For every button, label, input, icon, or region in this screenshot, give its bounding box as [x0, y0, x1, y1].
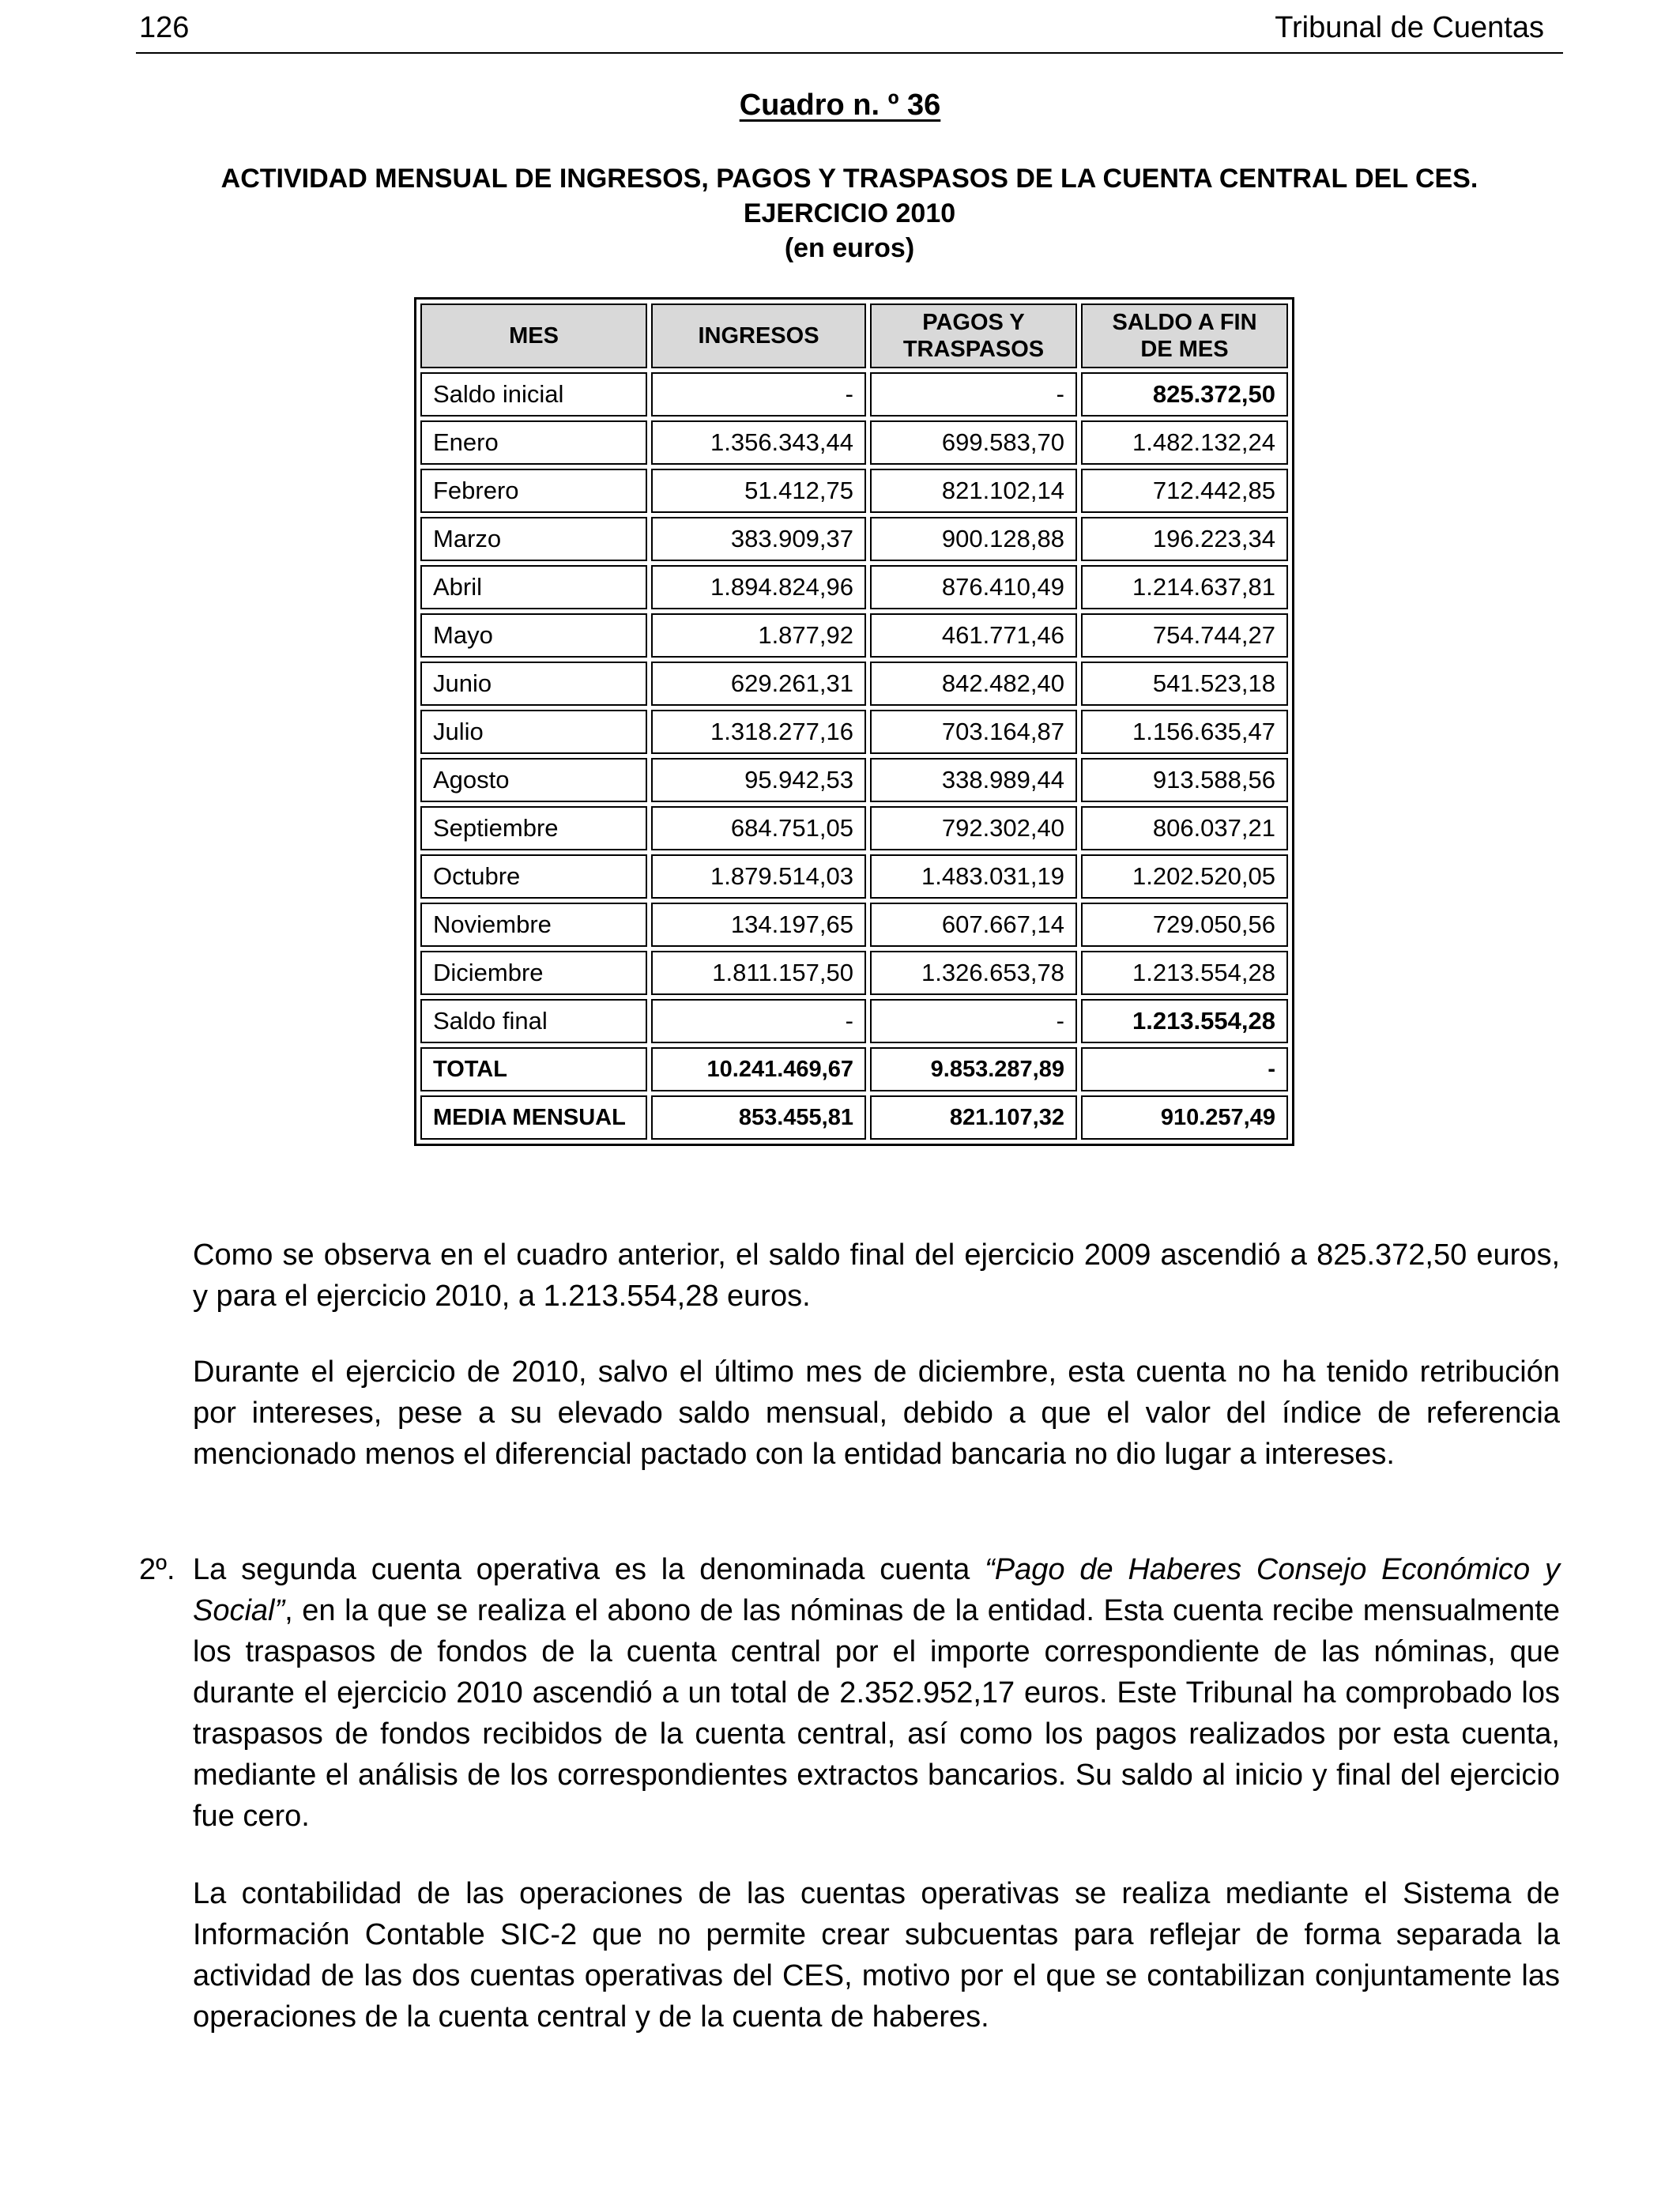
cell-mes: Mayo — [420, 613, 647, 658]
cell-ingresos: 10.241.469,67 — [651, 1047, 866, 1091]
account-name-italic: “Pago de Haberes Consejo Económico y Social” — [193, 1553, 1560, 1627]
cell-saldo: 196.223,34 — [1081, 517, 1288, 561]
cell-mes: Noviembre — [420, 903, 647, 947]
cell-ingresos: 383.909,37 — [651, 517, 866, 561]
cell-mes: Septiembre — [420, 806, 647, 850]
cell-mes: Abril — [420, 565, 647, 609]
list-marker: 2º. — [139, 1553, 175, 1586]
cell-mes: Octubre — [420, 854, 647, 899]
cell-mes: TOTAL — [420, 1047, 647, 1091]
table-heading-line-1: ACTIVIDAD MENSUAL DE INGRESOS, PAGOS Y TRASPASOS DE LA CUENTA CENTRAL DEL CES. — [220, 164, 1478, 194]
cell-pagos: 461.771,46 — [870, 613, 1077, 658]
cell-ingresos: 853.455,81 — [651, 1095, 866, 1140]
table-row — [420, 758, 1288, 802]
table-row — [420, 662, 1288, 706]
table-row — [420, 903, 1288, 947]
cell-pagos: 703.164,87 — [870, 710, 1077, 754]
cell-saldo: 1.156.635,47 — [1081, 710, 1288, 754]
cell-saldo: 1.213.554,28 — [1081, 999, 1288, 1043]
cell-saldo: 806.037,21 — [1081, 806, 1288, 850]
cell-mes: Julio — [420, 710, 647, 754]
paragraph-saldo-final: Como se observa en el cuadro anterior, el saldo final del ejercicio 2009 ascendió a 825.372,50 euros, y para el ejercicio 2010, a 1.213.554,28 euros. — [193, 1238, 1560, 1313]
table-row-media-mensual — [420, 1095, 1288, 1140]
cell-pagos: 792.302,40 — [870, 806, 1077, 850]
paragraph-text: , en la que se realiza el abono de las nóminas de la entidad. Esta cuenta recibe mensualmente los traspasos de fondos de la cuenta central por el importe correspondiente de las nóminas, que durante el ejercicio 2010 ascendió a un total de 2.352.952,17 euros. Este Tribunal ha comprobado los traspasos de fondos recibidos de la cuenta central, así como los pagos realizados por esta cuenta, mediante el análisis de los correspondientes extractos bancarios. Su saldo al inicio y final del ejercicio fue cero. — [193, 1594, 1560, 1833]
cell-mes: Marzo — [420, 517, 647, 561]
paragraph-cuenta-haberes — [193, 1549, 1560, 1837]
cell-ingresos: 134.197,65 — [651, 903, 866, 947]
cell-saldo: 910.257,49 — [1081, 1095, 1288, 1140]
cell-saldo: 1.482.132,24 — [1081, 420, 1288, 465]
cell-saldo: 1.202.520,05 — [1081, 854, 1288, 899]
table-heading-line-2: EJERCICIO 2010 — [743, 198, 956, 228]
cell-ingresos: - — [651, 372, 866, 417]
cell-mes: Saldo inicial — [420, 372, 647, 417]
cell-pagos: 1.483.031,19 — [870, 854, 1077, 899]
cell-pagos: 1.326.653,78 — [870, 951, 1077, 995]
cell-ingresos: - — [651, 999, 866, 1043]
cell-saldo: - — [1081, 1047, 1288, 1091]
table-row — [420, 710, 1288, 754]
cell-pagos: 9.853.287,89 — [870, 1047, 1077, 1091]
cell-mes: Agosto — [420, 758, 647, 802]
running-header-title: Tribunal de Cuentas — [1275, 11, 1544, 44]
table-heading — [0, 161, 1680, 266]
cell-pagos: 900.128,88 — [870, 517, 1077, 561]
page-number: 126 — [139, 11, 190, 44]
table-row — [420, 613, 1288, 658]
table-heading-line-3: (en euros) — [784, 233, 915, 263]
cell-mes: Febrero — [420, 469, 647, 513]
cell-ingresos: 1.894.824,96 — [651, 565, 866, 609]
cell-ingresos: 684.751,05 — [651, 806, 866, 850]
cell-pagos: 338.989,44 — [870, 758, 1077, 802]
cell-mes: Diciembre — [420, 951, 647, 995]
cell-saldo: 1.213.554,28 — [1081, 951, 1288, 995]
table-row — [420, 565, 1288, 609]
table-row — [420, 372, 1288, 417]
paragraph-text: La segunda cuenta operativa es la denominada cuenta — [193, 1553, 985, 1586]
cell-pagos: 699.583,70 — [870, 420, 1077, 465]
table-row — [420, 469, 1288, 513]
cell-pagos: 876.410,49 — [870, 565, 1077, 609]
cell-pagos: 607.667,14 — [870, 903, 1077, 947]
table-row — [420, 951, 1288, 995]
cell-ingresos: 1.879.514,03 — [651, 854, 866, 899]
page-header — [136, 6, 1563, 54]
paragraph-contabilidad: La contabilidad de las operaciones de las cuentas operativas se realiza mediante el Sistema de Información Contable SIC-2 que no permite crear subcuentas para reflejar de forma separada la actividad de las dos cuentas operativas del CES, motivo por el que se contabilizan conjuntamente las operaciones de la cuenta central y de la cuenta de haberes. — [193, 1877, 1560, 2034]
cell-pagos: 842.482,40 — [870, 662, 1077, 706]
cell-saldo: 1.214.637,81 — [1081, 565, 1288, 609]
cell-mes: Enero — [420, 420, 647, 465]
cell-saldo: 913.588,56 — [1081, 758, 1288, 802]
cell-mes: Saldo final — [420, 999, 647, 1043]
table-row-total — [420, 1047, 1288, 1091]
cell-pagos: 821.102,14 — [870, 469, 1077, 513]
cell-ingresos: 1.356.343,44 — [651, 420, 866, 465]
cell-saldo: 754.744,27 — [1081, 613, 1288, 658]
cell-saldo: 541.523,18 — [1081, 662, 1288, 706]
monthly-activity-table — [414, 297, 1294, 1146]
table-row — [420, 420, 1288, 465]
column-header-ingresos: INGRESOS — [651, 303, 866, 368]
table-header-row — [420, 303, 1288, 368]
cell-mes: MEDIA MENSUAL — [420, 1095, 647, 1140]
cell-saldo: 729.050,56 — [1081, 903, 1288, 947]
table-number-title: Cuadro n. º 36 — [739, 89, 941, 122]
cell-pagos: - — [870, 372, 1077, 417]
cell-mes: Junio — [420, 662, 647, 706]
table-row — [420, 806, 1288, 850]
table-row — [420, 854, 1288, 899]
table-row — [420, 517, 1288, 561]
cell-saldo: 712.442,85 — [1081, 469, 1288, 513]
table-row — [420, 999, 1288, 1043]
cell-ingresos: 1.318.277,16 — [651, 710, 866, 754]
table-body — [420, 372, 1288, 1140]
cell-ingresos: 1.877,92 — [651, 613, 866, 658]
column-header-mes: MES — [420, 303, 647, 368]
cell-ingresos: 629.261,31 — [651, 662, 866, 706]
column-header-pagos: PAGOS Y TRASPASOS — [870, 303, 1077, 368]
cell-ingresos: 51.412,75 — [651, 469, 866, 513]
cell-pagos: - — [870, 999, 1077, 1043]
paragraph-intereses: Durante el ejercicio de 2010, salvo el último mes de diciembre, esta cuenta no ha tenido retribución por intereses, pese a su elevado saldo mensual, debido a que el valor del índice de referencia mencionado menos el diferencial pactado con la entidad bancaria no dio lugar a intereses. — [193, 1355, 1560, 1471]
cell-pagos: 821.107,32 — [870, 1095, 1077, 1140]
column-header-saldo: SALDO A FIN DE MES — [1081, 303, 1288, 368]
cell-ingresos: 95.942,53 — [651, 758, 866, 802]
cell-ingresos: 1.811.157,50 — [651, 951, 866, 995]
cell-saldo: 825.372,50 — [1081, 372, 1288, 417]
